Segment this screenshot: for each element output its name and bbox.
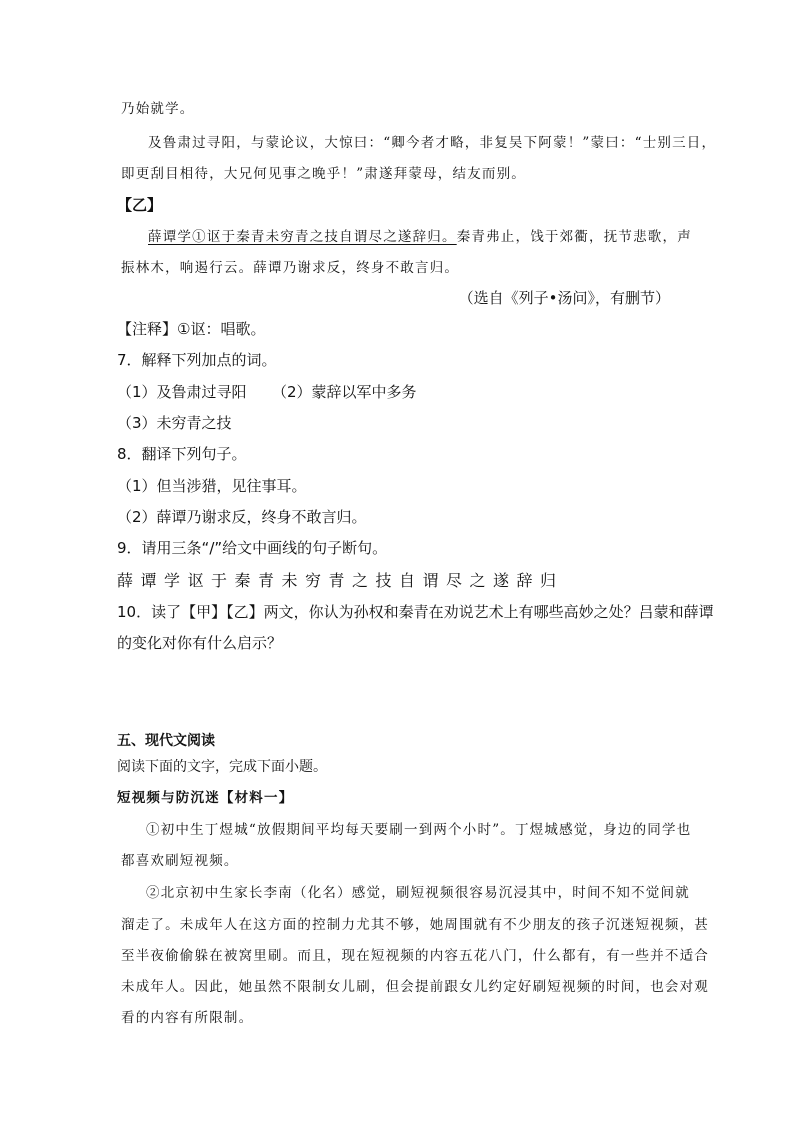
p1-line-2: 都喜欢刷短视频。 — [121, 853, 239, 869]
material-title: 短视频与防沉迷【材料一】 — [117, 790, 294, 806]
q9-sentence: 薛谭学讴于秦青未穷青之技自谓尽之遂辞归 — [117, 571, 564, 590]
p2-line-1: ②北京初中生家长李南（化名）感觉，刷短视频很容易沉浸其中，时间不知不觉间就 — [146, 885, 690, 901]
q8-title: 8．翻译下列句子。 — [117, 445, 247, 463]
section5-instruction: 阅读下面的文字，完成下面小题。 — [117, 759, 327, 775]
jia-line-1: 乃始就学。 — [121, 101, 195, 117]
q10-line-2: 的变化对你有什么启示？ — [117, 634, 283, 652]
p2-line-2: 溜走了。未成年人在这方面的控制力尤其不够，她周围就有不少朋友的孩子沉迷短视频，甚 — [121, 917, 709, 933]
yi-line-2: 振林木，响遏行云。薛谭乃谢求反，终身不敢言归。 — [121, 260, 460, 276]
section5-title: 五、现代文阅读 — [117, 733, 215, 749]
yi-note: 【注释】①讴：唱歌。 — [117, 320, 266, 338]
p2-line-5: 看的内容有所限制。 — [121, 1010, 254, 1026]
q7-title: 7．解释下列加点的词。 — [117, 351, 277, 369]
q8-item-2: （2）薛谭乃谢求反，终身不敢言归。 — [117, 508, 367, 526]
q9-title: 9．请用三条“/”给文中画线的句子断句。 — [117, 539, 388, 557]
yi-line-1 — [148, 231, 692, 245]
q7-item-3: （3）未穷青之技 — [117, 414, 232, 432]
yi-label: 【乙】 — [117, 196, 163, 214]
yi-line-1-rest: 秦青弗止，饯于郊衢，抚节悲歌，声 — [456, 229, 692, 245]
p2-line-3: 至半夜偷偷躲在被窝里刷。而且，现在短视频的内容五花八门，什么都有，有一些并不适合 — [121, 948, 709, 964]
jia-line-2: 及鲁肃过寻阳，与蒙论议，大惊曰：“卿今者才略，非复吴下阿蒙！”蒙曰：“士别三日， — [148, 135, 717, 151]
p2-line-4: 未成年人。因此，她虽然不限制女儿刷，但会提前跟女儿约定好刷短视频的时间，也会对观 — [121, 979, 709, 995]
q10-line-1: 10．读了【甲】【乙】两文，你认为孙权和秦青在劝说艺术上有哪些高妙之处？吕蒙和薛谭 — [117, 603, 714, 621]
jia-line-3: 即更刮目相待，大兄何见事之晚乎！”肃遂拜蒙母，结友而别。 — [121, 166, 527, 182]
p1-line-1: ①初中生丁煜城“放假期间平均每天要刷一到两个小时”。丁煜城感觉，身边的同学也 — [146, 822, 692, 838]
q7-item-1: （1）及鲁肃过寻阳 — [117, 383, 247, 401]
q8-item-1: （1）但当涉猎，见往事耳。 — [117, 477, 307, 495]
yi-source: （选自《列子•汤问》，有删节） — [458, 289, 670, 307]
q7-item-2: （2）蒙辞以军中多务 — [272, 383, 417, 401]
yi-underlined-sentence: 薛谭学①讴于秦青未穷青之技自谓尽之遂辞归。 — [148, 229, 457, 245]
